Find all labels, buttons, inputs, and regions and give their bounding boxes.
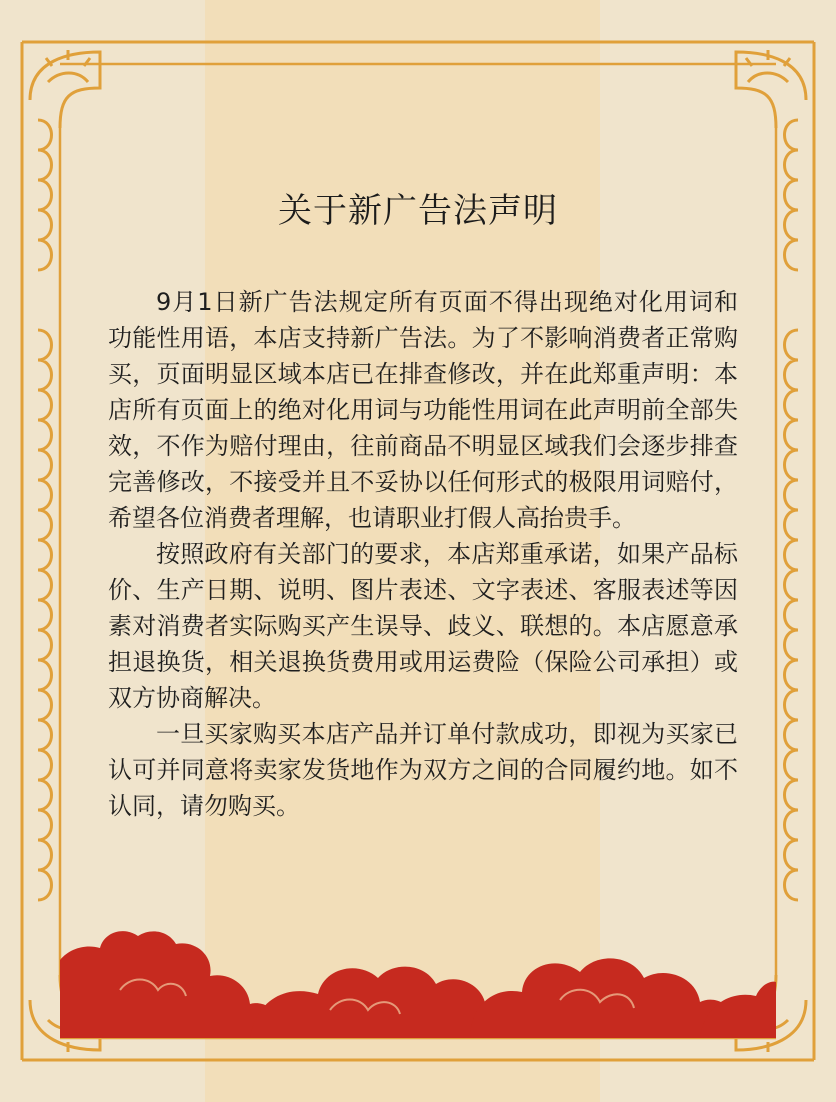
paragraph-2: 按照政府有关部门的要求，本店郑重承诺，如果产品标价、生产日期、说明、图片表述、文字表述、客服表述等因素对消费者实际购买产生误导、歧义、联想的。本店愿意承担退换货，相关退换货费用或用运费险（保险公司承担）或双方协商解决。 — [108, 540, 738, 712]
paragraph-3: 一旦买家购买本店产品并订单付款成功，即视为买家已认可并同意将卖家发货地作为双方之间的合同履约地。如不认同，请勿购买。 — [108, 720, 738, 820]
paragraph-1: 9月1日新广告法规定所有页面不得出现绝对化用词和功能性用语，本店支持新广告法。为了不影响消费者正常购买，页面明显区域本店已在排查修改，并在此郑重声明：本店所有页面上的绝对化用词与功能性用词在此声明前全部失效，不作为赔付理由，往前商品不明显区域我们会逐步排查完善修改，不接受并且不妥协以任何形式的极限用词赔付，希望各位消费者理解，也请职业打假人高抬贵手。 — [108, 288, 738, 532]
statement-body — [108, 284, 738, 824]
page-title: 关于新广告法声明 — [278, 191, 558, 231]
